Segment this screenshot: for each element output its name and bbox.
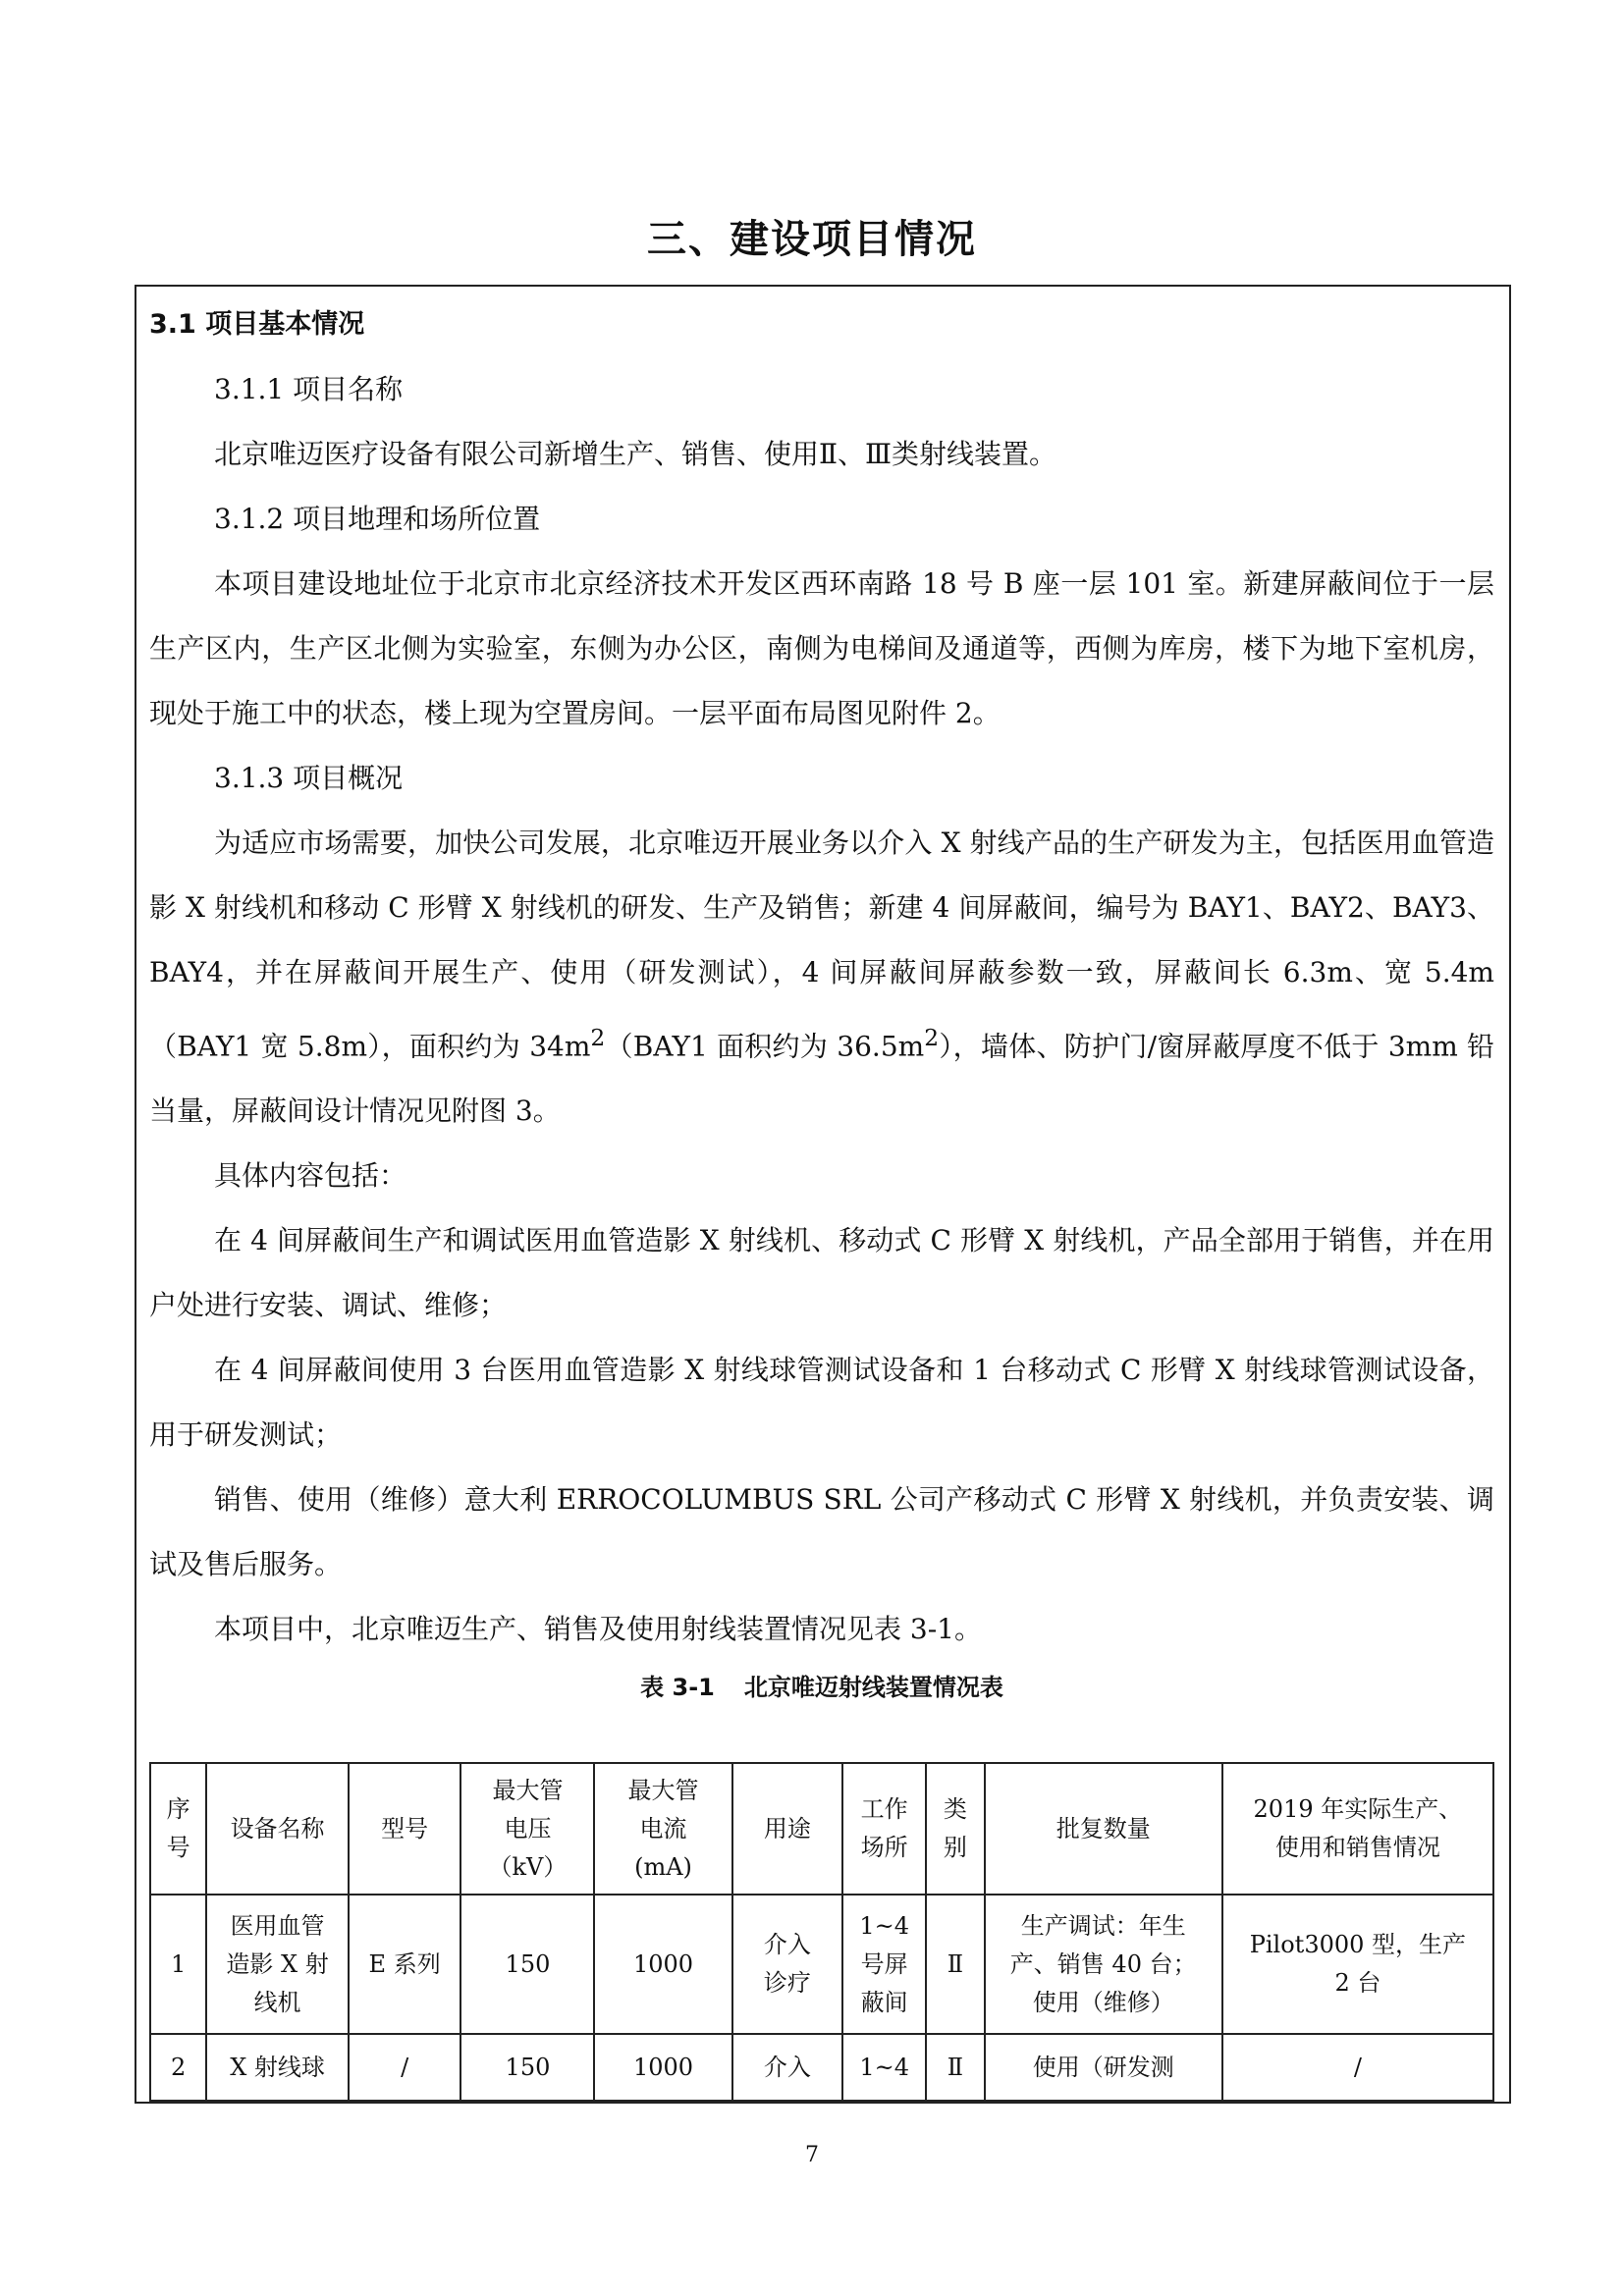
subsection-heading-overview: 3.1.3 项目概况: [214, 762, 404, 794]
table-cell: Ⅱ: [926, 2034, 984, 2101]
location-text: 本项目建设地址位于北京市北京经济技术开发区西环南路 18 号 B 座一层 101 室。新建屏蔽间位于一层生产区内，生产区北侧为实验室，东侧为办公区，南侧为电梯间及通道等，西侧为库房，楼下为地下室机房，现处于施工中的状态，楼上现为空置房间。一层平面布局图见附件 2。: [149, 567, 1494, 729]
page-title: 三、建设项目情况: [647, 217, 977, 262]
table-cell: X 射线球: [206, 2034, 348, 2101]
contents-intro: 具体内容包括：: [214, 1159, 407, 1193]
sales-paragraph: 销售、使用（维修）意大利 ERROCOLUMBUS SRL 公司产移动式 C 形臂 X 射线机，并负责安装、调试及售后服务。: [149, 1483, 1494, 1581]
table-row: [150, 1895, 1493, 2034]
testing-paragraph: 在 4 间屏蔽间使用 3 台医用血管造影 X 射线球管测试设备和 1 台移动式 C 形臂 X 射线球管测试设备，用于研发测试；: [149, 1354, 1494, 1452]
equipment-table: [149, 1762, 1494, 2102]
table-header-row: [150, 1763, 1493, 1895]
overview-paragraph: 为适应市场需要，加快公司发展，北京唯迈开展业务以介入 X 射线产品的生产研发为主，包括医用血管造影 X 射线机和移动 C 形臂 X 射线机的研发、生产及销售；新建 4 间屏蔽间，编号为 BAY1、BAY2、BAY3、BAY4，并在屏蔽间开展生产、使用（研发测试），4 间屏蔽间屏蔽参数一致，屏蔽间长 6.3m、宽 5.4m（BAY1 宽 5.8m），面积约为 $34m^2(BAY1$ 面积约为 $36.5m^2$），墙体、防护门/窗屏蔽厚度不低于 3mm 铅当量，屏蔽间设计情况见附图 3。: [149, 827, 1494, 1128]
table-cell: 150: [460, 1895, 594, 2034]
table-cell: 150: [460, 2034, 594, 2101]
header-cell: 最大管 电压 （kV）: [460, 1763, 594, 1895]
header-cell: 2019 年实际生产、 使用和销售情况: [1222, 1763, 1493, 1895]
table-cell: 介入: [732, 2034, 843, 2101]
table-cell: Ⅱ: [926, 1895, 984, 2034]
table-cell: E 系列: [349, 1895, 461, 2034]
table-cell: 生产调试：年生 产、销售 40 台； 使用（维修）: [985, 1895, 1222, 2034]
subsection-heading-location: 3.1.2 项目地理和场所位置: [214, 503, 541, 535]
header-cell: 序 号: [150, 1763, 206, 1895]
page-number: 7: [805, 2143, 819, 2167]
table-cell: Pilot3000 型，生产 2 台: [1222, 1895, 1493, 2034]
project-name-text: 北京唯迈医疗设备有限公司新增生产、销售、使用Ⅱ、Ⅲ类射线装置。: [214, 438, 1057, 470]
section-heading: 3.1 项目基本情况: [149, 309, 365, 340]
table-cell: 1000: [594, 2034, 731, 2101]
table-cell: /: [1222, 2034, 1493, 2101]
header-cell: 最大管 电流 (mA): [594, 1763, 731, 1895]
table-cell: 2: [150, 2034, 206, 2101]
header-cell: 型号: [349, 1763, 461, 1895]
header-cell: 工作 场所: [842, 1763, 926, 1895]
table-cell: 1: [150, 1895, 206, 2034]
table-reference: 本项目中，北京唯迈生产、销售及使用射线装置情况见表 3-1。: [214, 1613, 982, 1646]
header-cell: 用途: [732, 1763, 843, 1895]
subsection-heading-name: 3.1.1 项目名称: [214, 373, 404, 405]
table-cell: 使用（研发测: [985, 2034, 1222, 2101]
table-cell: /: [349, 2034, 461, 2101]
header-cell: 设备名称: [206, 1763, 348, 1895]
section-content: [149, 293, 1494, 1707]
production-paragraph: 在 4 间屏蔽间生产和调试医用血管造影 X 射线机、移动式 C 形臂 X 射线机，产品全部用于销售，并在用户处进行安装、调试、维修；: [149, 1224, 1494, 1322]
table-cell: 1~4 号屏 蔽间: [842, 1895, 926, 2034]
table-row: [150, 2034, 1493, 2101]
table-cell: 介入 诊疗: [732, 1895, 843, 2034]
table-cell: 1000: [594, 1895, 731, 2034]
header-cell: 批复数量: [985, 1763, 1222, 1895]
table-cell: 1~4: [842, 2034, 926, 2101]
header-cell: 类 别: [926, 1763, 984, 1895]
table-cell: 医用血管 造影 X 射 线机: [206, 1895, 348, 2034]
table-caption: 表 3-1 北京唯迈射线装置情况表: [640, 1674, 1003, 1702]
